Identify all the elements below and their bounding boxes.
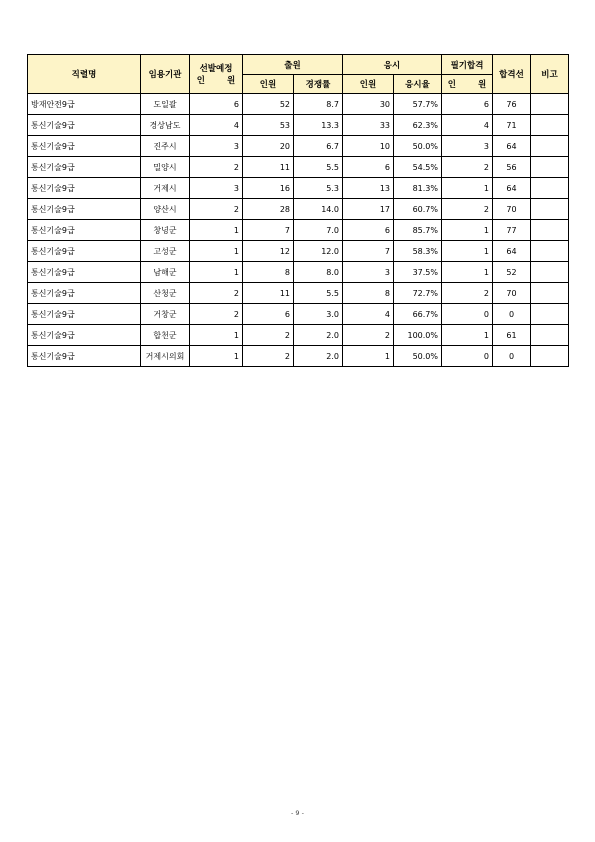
cell-examinees: 8 xyxy=(343,283,394,304)
header-planned-line2: 인 원 xyxy=(196,76,236,86)
cell-cutoff: 64 xyxy=(493,178,531,199)
cell-remark xyxy=(531,199,569,220)
cell-competition-rate: 5.5 xyxy=(294,157,343,178)
cell-planned: 1 xyxy=(190,346,243,367)
table-row xyxy=(28,178,569,199)
cell-agency: 합천군 xyxy=(141,325,190,346)
cell-passed: 0 xyxy=(442,304,493,325)
cell-remark xyxy=(531,136,569,157)
cell-applicants: 11 xyxy=(243,283,294,304)
table-row xyxy=(28,241,569,262)
cell-planned: 3 xyxy=(190,178,243,199)
cell-job: 통신기술9급 xyxy=(28,115,141,136)
cell-examinees: 10 xyxy=(343,136,394,157)
cell-job: 통신기술9급 xyxy=(28,241,141,262)
cell-passed: 1 xyxy=(442,178,493,199)
cell-cutoff: 0 xyxy=(493,346,531,367)
page-number: - 9 - xyxy=(291,809,304,817)
cell-agency: 양산시 xyxy=(141,199,190,220)
cell-examinees: 33 xyxy=(343,115,394,136)
cell-examinees: 17 xyxy=(343,199,394,220)
cell-remark xyxy=(531,325,569,346)
cell-exam-rate: 81.3% xyxy=(394,178,442,199)
cell-passed: 3 xyxy=(442,136,493,157)
cell-remark xyxy=(531,304,569,325)
cell-applicants: 52 xyxy=(243,94,294,115)
cell-applicants: 2 xyxy=(243,346,294,367)
cell-examinees: 7 xyxy=(343,241,394,262)
header-written-pass-count: 인 원 xyxy=(442,75,493,94)
cell-passed: 1 xyxy=(442,325,493,346)
cell-agency: 거제시 xyxy=(141,178,190,199)
header-job-title: 직렬명 xyxy=(28,55,141,94)
cell-job: 통신기술9급 xyxy=(28,325,141,346)
header-apply-count: 인원 xyxy=(243,75,294,94)
cell-exam-rate: 57.7% xyxy=(394,94,442,115)
table-row xyxy=(28,262,569,283)
cell-applicants: 7 xyxy=(243,220,294,241)
cell-passed: 1 xyxy=(442,262,493,283)
cell-remark xyxy=(531,157,569,178)
cell-job: 방재안전9급 xyxy=(28,94,141,115)
table-row xyxy=(28,199,569,220)
cell-cutoff: 52 xyxy=(493,262,531,283)
cell-applicants: 28 xyxy=(243,199,294,220)
table-row xyxy=(28,283,569,304)
cell-planned: 1 xyxy=(190,241,243,262)
cell-remark xyxy=(531,283,569,304)
cell-job: 통신기술9급 xyxy=(28,220,141,241)
cell-exam-rate: 58.3% xyxy=(394,241,442,262)
cell-agency: 거제시의회 xyxy=(141,346,190,367)
cell-applicants: 12 xyxy=(243,241,294,262)
cell-agency: 남해군 xyxy=(141,262,190,283)
cell-remark xyxy=(531,178,569,199)
header-exam-rate: 응시율 xyxy=(394,75,442,94)
cell-cutoff: 71 xyxy=(493,115,531,136)
cell-agency: 진주시 xyxy=(141,136,190,157)
cell-competition-rate: 12.0 xyxy=(294,241,343,262)
cell-job: 통신기술9급 xyxy=(28,157,141,178)
cell-planned: 2 xyxy=(190,199,243,220)
cell-applicants: 6 xyxy=(243,304,294,325)
cell-competition-rate: 3.0 xyxy=(294,304,343,325)
header-cutoff: 합격선 xyxy=(493,55,531,94)
table-row xyxy=(28,94,569,115)
cell-cutoff: 61 xyxy=(493,325,531,346)
cell-competition-rate: 14.0 xyxy=(294,199,343,220)
cell-passed: 4 xyxy=(442,115,493,136)
cell-competition-rate: 8.0 xyxy=(294,262,343,283)
cell-applicants: 8 xyxy=(243,262,294,283)
cell-cutoff: 64 xyxy=(493,241,531,262)
cell-competition-rate: 7.0 xyxy=(294,220,343,241)
cell-passed: 2 xyxy=(442,157,493,178)
cell-examinees: 2 xyxy=(343,325,394,346)
cell-passed: 1 xyxy=(442,241,493,262)
cell-exam-rate: 37.5% xyxy=(394,262,442,283)
cell-cutoff: 56 xyxy=(493,157,531,178)
cell-exam-rate: 85.7% xyxy=(394,220,442,241)
cell-examinees: 1 xyxy=(343,346,394,367)
cell-planned: 1 xyxy=(190,325,243,346)
cell-exam-rate: 54.5% xyxy=(394,157,442,178)
cell-exam-rate: 72.7% xyxy=(394,283,442,304)
cell-examinees: 3 xyxy=(343,262,394,283)
table-body xyxy=(28,94,569,367)
table-row xyxy=(28,346,569,367)
cell-competition-rate: 5.3 xyxy=(294,178,343,199)
cell-cutoff: 77 xyxy=(493,220,531,241)
table-row xyxy=(28,115,569,136)
cell-cutoff: 70 xyxy=(493,199,531,220)
table-row xyxy=(28,325,569,346)
cell-exam-rate: 66.7% xyxy=(394,304,442,325)
cell-applicants: 16 xyxy=(243,178,294,199)
cell-remark xyxy=(531,346,569,367)
cell-applicants: 2 xyxy=(243,325,294,346)
cell-applicants: 11 xyxy=(243,157,294,178)
cell-passed: 6 xyxy=(442,94,493,115)
cell-remark xyxy=(531,220,569,241)
cell-agency: 창녕군 xyxy=(141,220,190,241)
cell-job: 통신기술9급 xyxy=(28,136,141,157)
cell-cutoff: 76 xyxy=(493,94,531,115)
cell-examinees: 4 xyxy=(343,304,394,325)
cell-remark xyxy=(531,115,569,136)
cell-passed: 1 xyxy=(442,220,493,241)
table-row xyxy=(28,157,569,178)
table-row xyxy=(28,220,569,241)
cell-agency: 도일괄 xyxy=(141,94,190,115)
cell-agency: 경상남도 xyxy=(141,115,190,136)
cell-competition-rate: 8.7 xyxy=(294,94,343,115)
header-competition-rate: 경쟁률 xyxy=(294,75,343,94)
cell-planned: 2 xyxy=(190,304,243,325)
cell-exam-rate: 62.3% xyxy=(394,115,442,136)
cell-applicants: 20 xyxy=(243,136,294,157)
cell-examinees: 6 xyxy=(343,220,394,241)
cell-exam-rate: 50.0% xyxy=(394,346,442,367)
cell-planned: 4 xyxy=(190,115,243,136)
cell-exam-rate: 100.0% xyxy=(394,325,442,346)
cell-cutoff: 64 xyxy=(493,136,531,157)
cell-planned: 1 xyxy=(190,220,243,241)
cell-agency: 산청군 xyxy=(141,283,190,304)
cell-job: 통신기술9급 xyxy=(28,346,141,367)
cell-cutoff: 70 xyxy=(493,283,531,304)
header-planned-line1: 선발예정 xyxy=(199,64,233,74)
cell-competition-rate: 6.7 xyxy=(294,136,343,157)
cell-competition-rate: 5.5 xyxy=(294,283,343,304)
cell-competition-rate: 2.0 xyxy=(294,346,343,367)
cell-job: 통신기술9급 xyxy=(28,199,141,220)
cell-cutoff: 0 xyxy=(493,304,531,325)
cell-examinees: 30 xyxy=(343,94,394,115)
cell-examinees: 6 xyxy=(343,157,394,178)
header-agency: 임용기관 xyxy=(141,55,190,94)
cell-remark xyxy=(531,241,569,262)
cell-planned: 2 xyxy=(190,283,243,304)
header-exam: 응시 xyxy=(343,55,442,75)
header-planned xyxy=(190,55,243,94)
cell-competition-rate: 13.3 xyxy=(294,115,343,136)
cell-remark xyxy=(531,262,569,283)
cell-passed: 2 xyxy=(442,199,493,220)
cell-examinees: 13 xyxy=(343,178,394,199)
cell-job: 통신기술9급 xyxy=(28,178,141,199)
cell-passed: 2 xyxy=(442,283,493,304)
cell-planned: 1 xyxy=(190,262,243,283)
header-remarks: 비고 xyxy=(531,55,569,94)
cell-job: 통신기술9급 xyxy=(28,262,141,283)
cell-remark xyxy=(531,94,569,115)
cell-job: 통신기술9급 xyxy=(28,304,141,325)
cell-agency: 거창군 xyxy=(141,304,190,325)
table-row xyxy=(28,304,569,325)
cell-competition-rate: 2.0 xyxy=(294,325,343,346)
cell-exam-rate: 60.7% xyxy=(394,199,442,220)
table-row xyxy=(28,136,569,157)
header-apply: 출원 xyxy=(243,55,343,75)
header-written-pass: 필기합격 xyxy=(442,55,493,75)
cell-passed: 0 xyxy=(442,346,493,367)
cell-agency: 밀양시 xyxy=(141,157,190,178)
cell-applicants: 53 xyxy=(243,115,294,136)
header-exam-count: 인원 xyxy=(343,75,394,94)
cell-planned: 2 xyxy=(190,157,243,178)
cell-planned: 6 xyxy=(190,94,243,115)
cell-agency: 고성군 xyxy=(141,241,190,262)
cell-job: 통신기술9급 xyxy=(28,283,141,304)
cell-exam-rate: 50.0% xyxy=(394,136,442,157)
recruitment-results-table xyxy=(27,54,569,367)
cell-planned: 3 xyxy=(190,136,243,157)
